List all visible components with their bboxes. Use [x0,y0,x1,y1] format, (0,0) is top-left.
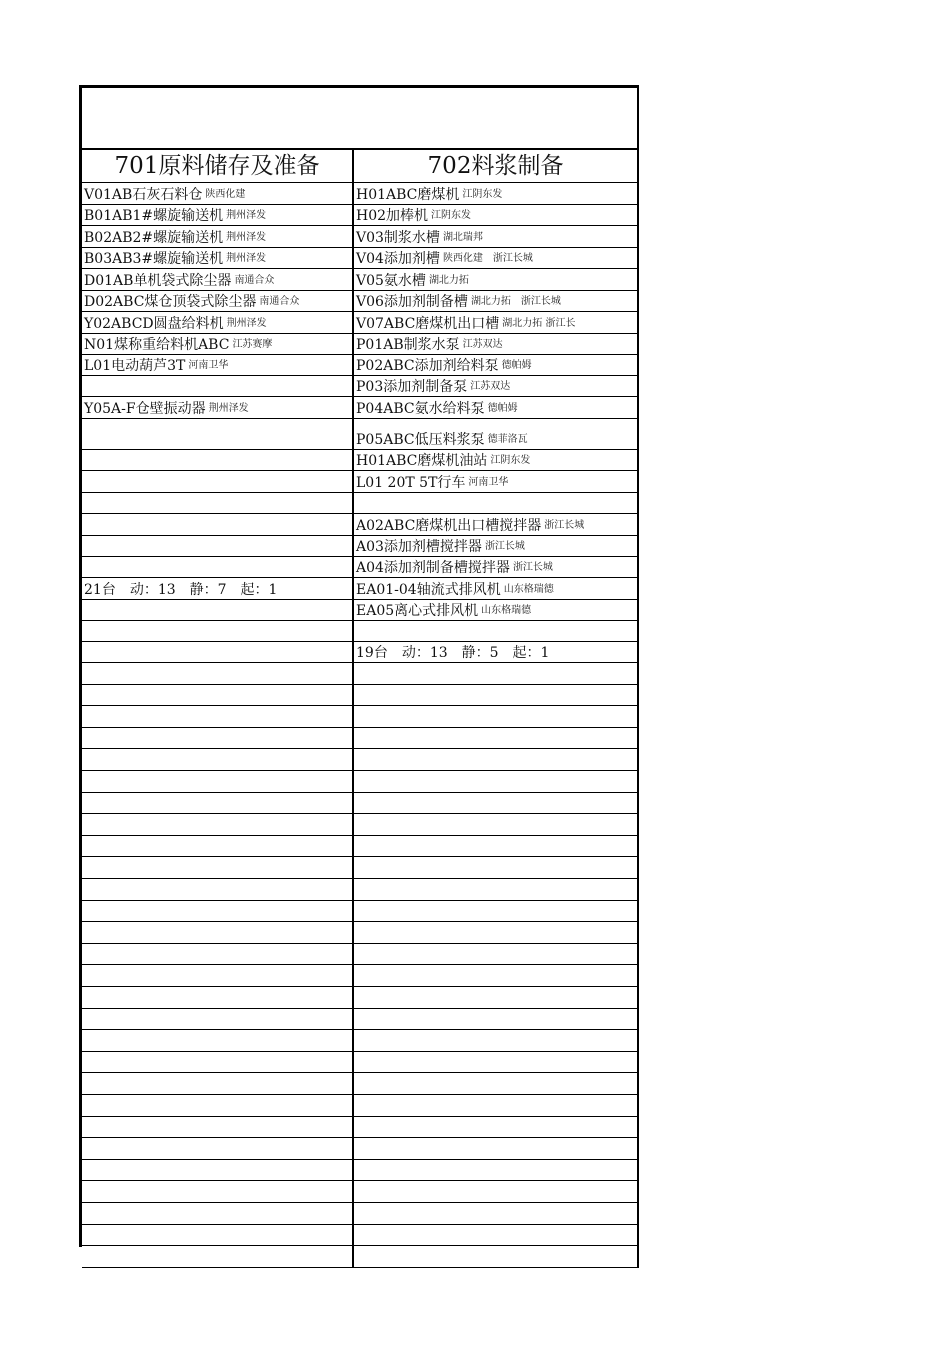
table-row [82,269,639,291]
empty-row [82,857,639,879]
table-row [82,291,639,312]
empty-row [82,1009,639,1031]
equipment-name: P02ABC添加剂给料泵 [356,358,499,374]
table-row [82,450,639,471]
empty-row [82,879,639,901]
empty-cell[interactable] [354,836,639,858]
cell-701[interactable] [82,621,354,642]
cell-701[interactable] [82,450,354,471]
cell-702[interactable] [354,471,639,493]
header-701[interactable]: 701原料储存及准备 [82,150,354,183]
empty-cell[interactable] [354,1009,639,1031]
vendor-name: 湖北力拓 [428,275,469,286]
empty-cell[interactable] [354,728,639,750]
table-row [82,419,639,450]
cell-701[interactable] [82,536,354,557]
empty-cell[interactable] [354,1181,639,1203]
empty-cell[interactable] [354,1160,639,1182]
cell-701[interactable] [82,578,354,600]
equipment-name: B01AB1#螺旋输送机 [84,208,224,224]
vendor-name: 荆州泽发 [226,210,267,221]
empty-cell[interactable] [82,836,354,858]
empty-row [82,814,639,836]
empty-row [82,1117,639,1139]
cell-702[interactable] [354,355,639,376]
empty-cell[interactable] [354,857,639,879]
empty-row [82,1138,639,1160]
cell-702[interactable] [354,642,639,663]
table-row [82,376,639,397]
empty-cell[interactable] [82,1160,354,1182]
empty-cell[interactable] [354,1203,639,1225]
cell-701[interactable] [82,642,354,663]
equipment-name: B02AB2#螺旋输送机 [84,230,224,246]
vendor-name: 荆州泽发 [226,253,267,264]
empty-cell[interactable] [354,814,639,836]
table-row [82,600,639,621]
vendor-name: 德菲洛瓦 [487,434,528,445]
equipment-name: D01AB单机袋式除尘器 [84,273,232,289]
empty-row [82,728,639,750]
cell-701[interactable] [82,355,354,376]
table-row [82,205,639,226]
vendor-name: 山东格瑞德 [503,584,554,595]
empty-cell[interactable] [82,728,354,750]
vendor-name: 陕西化建 [205,189,246,200]
equipment-name: H02加棒机 [356,208,429,224]
empty-row [82,922,639,944]
cell-701[interactable] [82,376,354,397]
vendor-name: 江阴东发 [431,210,472,221]
empty-cell[interactable] [82,706,354,728]
cell-702[interactable] [354,450,639,471]
equipment-name: 19台 动：13 静：5 起：1 [356,645,550,661]
empty-cell[interactable] [354,1073,639,1095]
empty-cell[interactable] [82,1181,354,1203]
equipment-name: D02ABC煤仓顶袋式除尘器 [84,294,257,310]
empty-cell[interactable] [82,922,354,944]
cell-701[interactable] [82,493,354,514]
equipment-name: V04添加剂槽 [356,251,440,267]
empty-row [82,1246,639,1268]
empty-cell[interactable] [82,663,354,685]
equipment-grid [82,150,639,1247]
cell-701[interactable] [82,183,354,205]
equipment-name: EA05离心式排风机 [356,603,479,619]
empty-cell[interactable] [354,1138,639,1160]
empty-row [82,1160,639,1182]
empty-cell[interactable] [354,1117,639,1139]
empty-cell[interactable] [82,1225,354,1247]
empty-cell[interactable] [354,1225,639,1247]
empty-cell[interactable] [82,987,354,1009]
empty-row [82,793,639,815]
empty-cell[interactable] [354,793,639,815]
equipment-name: A03添加剂槽搅拌器 [356,539,482,555]
empty-cell[interactable] [82,1052,354,1074]
empty-cell[interactable] [82,1073,354,1095]
cell-702[interactable] [354,269,639,291]
cell-702[interactable] [354,536,639,557]
empty-cell[interactable] [354,1030,639,1052]
vendor-name: 德帕姆 [487,403,518,414]
table-row [82,493,639,514]
empty-cell[interactable] [82,1009,354,1031]
empty-cell[interactable] [82,1138,354,1160]
vendor-name: 湖北力拓 浙江长 [502,318,576,329]
cell-701[interactable] [82,248,354,269]
equipment-name: L01 20T 5T行车 [356,475,466,491]
vendor-name: 浙江长城 [484,541,525,552]
empty-cell[interactable] [354,1246,639,1268]
cell-701[interactable] [82,397,354,419]
cell-701[interactable] [82,419,354,450]
cell-702[interactable] [354,578,639,600]
empty-cell[interactable] [354,1052,639,1074]
empty-row [82,1030,639,1052]
empty-row [82,965,639,987]
empty-cell[interactable] [354,706,639,728]
table-row [82,355,639,376]
table-row [82,514,639,536]
cell-701[interactable] [82,291,354,312]
table-row [82,621,639,642]
cell-701[interactable] [82,205,354,226]
empty-cell[interactable] [82,879,354,901]
empty-row [82,901,639,923]
vendor-name: 湖北力拓 浙江长城 [470,296,561,307]
cell-702[interactable] [354,248,639,269]
vendor-name: 江阴东发 [462,189,503,200]
equipment-name: H01ABC磨煤机 [356,187,460,203]
empty-row [82,944,639,966]
equipment-name: EA01-04轴流式排风机 [356,582,501,598]
vendor-name: 山东格瑞德 [481,605,532,616]
vendor-name: 江苏双达 [470,381,511,392]
empty-row [82,1095,639,1117]
table-row [82,557,639,578]
empty-row [82,1203,639,1225]
empty-cell[interactable] [354,685,639,707]
cell-702[interactable] [354,419,639,450]
header-row [82,150,639,183]
vendor-name: 南通合众 [259,296,300,307]
cell-702[interactable] [354,291,639,312]
empty-row [82,1052,639,1074]
empty-cell[interactable] [354,749,639,771]
empty-cell[interactable] [354,879,639,901]
empty-cell[interactable] [82,749,354,771]
table-row [82,183,639,205]
cell-702[interactable] [354,397,639,419]
vendor-name: 河南卫华 [468,477,509,488]
empty-cell[interactable] [354,922,639,944]
cell-702[interactable] [354,600,639,621]
equipment-name: V03制浆水槽 [356,230,440,246]
equipment-name: A02ABC磨煤机出口槽搅拌器 [356,518,542,534]
spreadsheet [79,85,639,1247]
empty-row [82,663,639,685]
cell-702[interactable] [354,621,639,642]
cell-701[interactable] [82,557,354,578]
cell-701[interactable] [82,471,354,493]
cell-702[interactable] [354,312,639,334]
empty-cell[interactable] [82,793,354,815]
empty-row [82,1073,639,1095]
cell-702[interactable] [354,514,639,536]
empty-cell[interactable] [354,901,639,923]
table-row [82,397,639,419]
equipment-name: B03AB3#螺旋输送机 [84,251,224,267]
table-row [82,536,639,557]
equipment-name: N01煤称重给料机ABC [84,337,230,353]
empty-cell[interactable] [82,1030,354,1052]
vendor-name: 陕西化建 浙江长城 [442,253,533,264]
vendor-name: 荆州泽发 [226,232,267,243]
equipment-name: V01AB石灰石料仓 [84,187,203,203]
empty-cell[interactable] [82,965,354,987]
cell-702[interactable] [354,376,639,397]
empty-row [82,749,639,771]
cell-702[interactable] [354,334,639,355]
equipment-name: V06添加剂制备槽 [356,294,468,310]
cell-701[interactable] [82,226,354,248]
empty-cell[interactable] [82,814,354,836]
equipment-name: L01电动葫芦3T [84,358,186,374]
cell-702[interactable] [354,205,639,226]
header-702[interactable]: 702料浆制备 [354,150,639,183]
table-row [82,226,639,248]
vendor-name: 荆州泽发 [208,403,249,414]
empty-row [82,1181,639,1203]
empty-cell[interactable] [354,965,639,987]
cell-701[interactable] [82,312,354,334]
equipment-name: V05氨水槽 [356,273,426,289]
vendor-name: 浙江长城 [512,562,553,573]
vendor-name: 湖北瑞邦 [442,232,483,243]
table-row [82,642,639,663]
empty-cell[interactable] [82,771,354,793]
empty-row [82,771,639,793]
cell-701[interactable] [82,269,354,291]
equipment-name: P05ABC低压料浆泵 [356,432,485,448]
empty-cell[interactable] [82,857,354,879]
vendor-name: 荆州泽发 [226,318,267,329]
table-row [82,248,639,269]
empty-cell[interactable] [82,944,354,966]
cell-701[interactable] [82,600,354,621]
equipment-name: P04ABC氨水给料泵 [356,401,485,417]
empty-row [82,685,639,707]
empty-cell[interactable] [354,663,639,685]
equipment-name: V07ABC磨煤机出口槽 [356,316,500,332]
empty-cell[interactable] [354,771,639,793]
cell-702[interactable] [354,493,639,514]
equipment-name: 21台 动：13 静：7 起：1 [84,582,278,598]
cell-701[interactable] [82,334,354,355]
empty-cell[interactable] [82,685,354,707]
empty-cell[interactable] [82,1095,354,1117]
vendor-name: 河南卫华 [188,360,229,371]
vendor-name: 浙江长城 [544,520,585,531]
empty-row [82,836,639,858]
table-row [82,334,639,355]
cell-702[interactable] [354,183,639,205]
empty-row [82,1225,639,1247]
empty-row [82,706,639,728]
equipment-name: P03添加剂制备泵 [356,379,468,395]
vendor-name: 江阴东发 [490,455,531,466]
table-row [82,471,639,493]
equipment-name: P01AB制浆水泵 [356,337,460,353]
table-row [82,578,639,600]
vendor-name: 江苏赛摩 [232,339,273,350]
empty-row [82,987,639,1009]
cell-701[interactable] [82,514,354,536]
empty-cell[interactable] [354,944,639,966]
equipment-name: Y02ABCD圆盘给料机 [84,316,224,332]
empty-cell[interactable] [82,901,354,923]
vendor-name: 南通合众 [234,275,275,286]
equipment-name: Y05A-F仓壁振动器 [84,401,206,417]
vendor-name: 江苏双达 [462,339,503,350]
table-row [82,312,639,334]
equipment-name: H01ABC磨煤机油站 [356,453,488,469]
empty-cell[interactable] [354,1095,639,1117]
sheet-title-cell[interactable] [82,88,639,150]
equipment-name: A04添加剂制备槽搅拌器 [356,560,510,576]
empty-cell[interactable] [82,1203,354,1225]
empty-cell[interactable] [82,1246,354,1268]
cell-702[interactable] [354,226,639,248]
empty-cell[interactable] [354,987,639,1009]
vendor-name: 德帕姆 [501,360,532,371]
empty-cell[interactable] [82,1117,354,1139]
cell-702[interactable] [354,557,639,578]
